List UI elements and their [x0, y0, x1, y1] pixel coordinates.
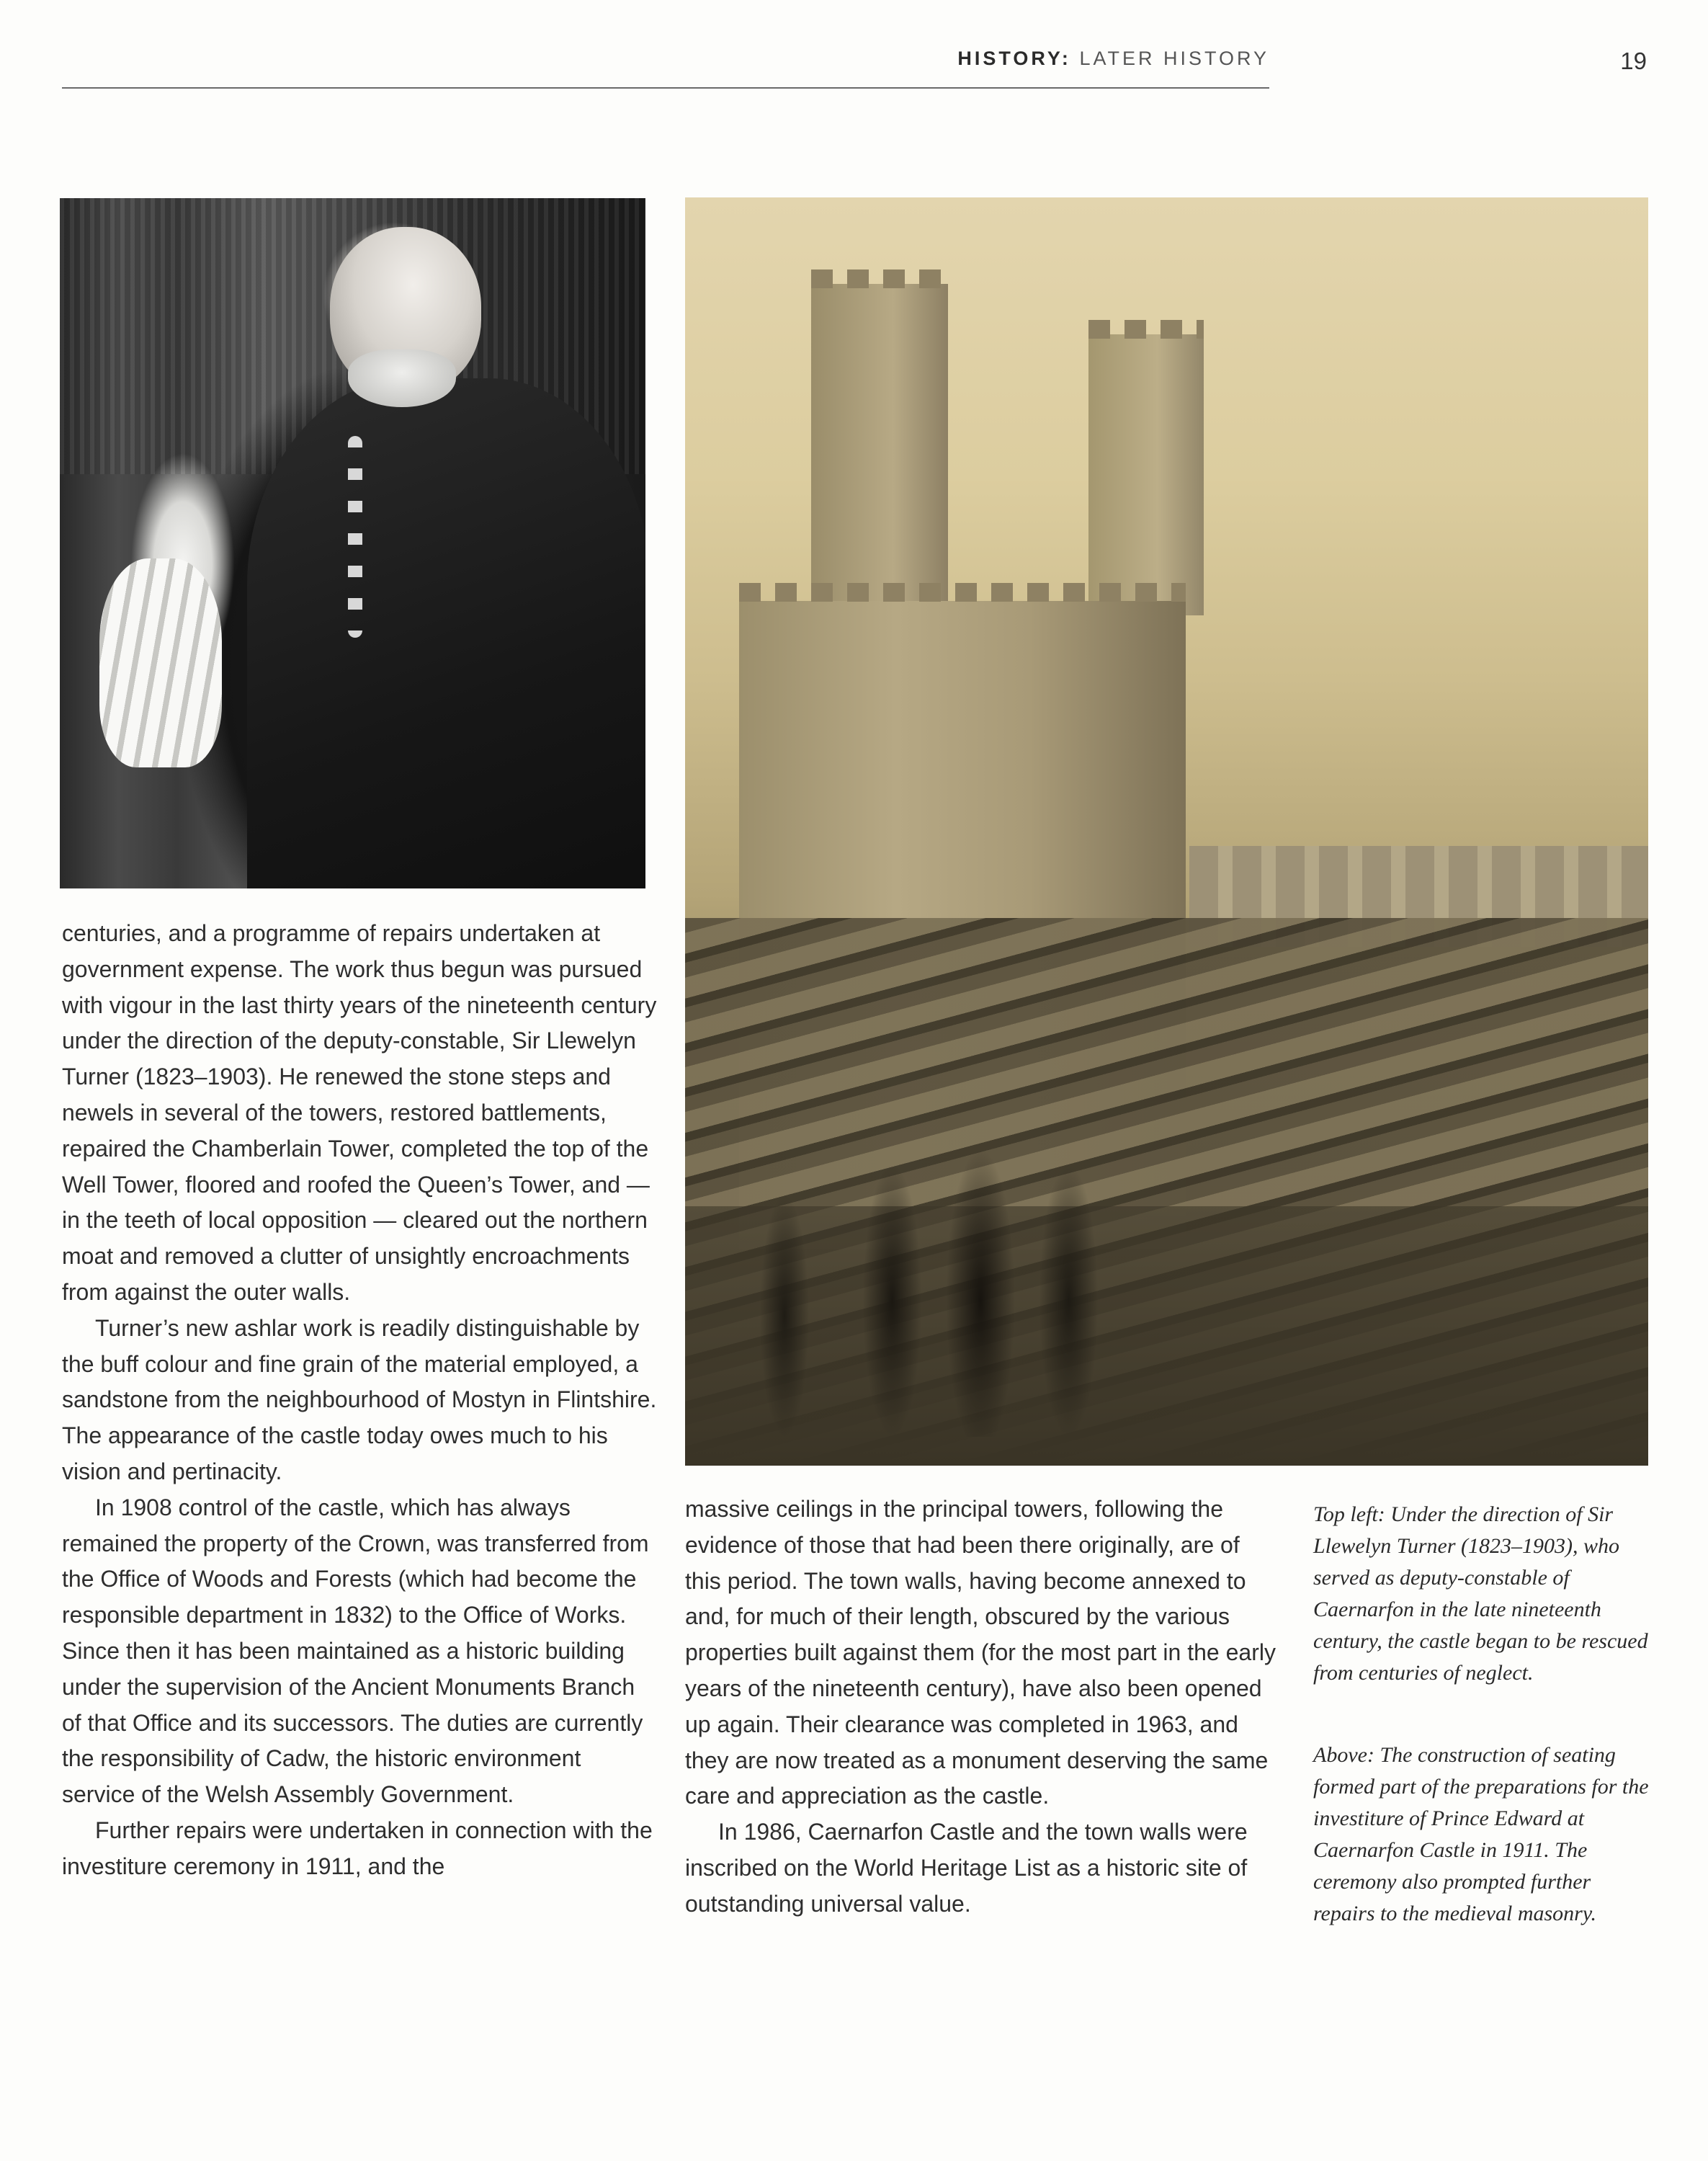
castle-battlement-main [739, 583, 1186, 602]
header-rule [62, 87, 1269, 89]
left-paragraph-2: Turner’s new ashlar work is readily distinguishable by the buff colour and fine grain of the material employed, a sandstone from the neighbourhood of Mostyn in Flintshire. The appearance of the castle today owes much to his vision and pertinacity. [62, 1314, 657, 1484]
middle-text-column [685, 1492, 1276, 1922]
portrait-coat [247, 378, 645, 888]
portrait-photo [60, 198, 645, 888]
castle-workers [735, 1134, 1225, 1437]
castle-turret-left [811, 284, 948, 615]
portrait-plumed-hat [99, 558, 222, 767]
caption-above: Above: The construction of seating formed part of the preparations for the investiture of Prince Edward at Caernarfon Castle in 1911. The ceremony also prompted further repairs to the medieval masonry. [1313, 1743, 1649, 1925]
castle-turret-right [1088, 334, 1204, 615]
left-text-column [62, 916, 660, 1885]
running-head [936, 48, 1269, 70]
portrait-beard [348, 349, 456, 407]
left-paragraph-1: centuries, and a programme of repairs undertaken at government expense. The work thus begun was pursued with vigour in the last thirty years of the nineteenth century under the direction of the deputy-constable, Sir Llewelyn Turner (1823–1903). He renewed the stone steps and newels in several of the towers, restored battlements, repaired the Chamberlain Tower, completed the top of the Well Tower, floored and roofed the Queen’s Tower, and — in the teeth of local opposition — cleared out the northern moat and removed a clutter of unsightly encroachments from against the outer walls. [62, 920, 657, 1305]
castle-photo [685, 197, 1648, 1466]
castle-battlement-left [811, 269, 948, 288]
middle-paragraph-1: massive ceilings in the principal towers, following the evidence of those that had been there originally, are of this period. The town walls, having become annexed to and, for much of their length, obscured by the various properties built against them (for the most part in the early years of the nineteenth century), have also been opened up again. Their clearance was completed in 1963, and they are now treated as a monument deserving the same care and appreciation as the castle. [685, 1496, 1276, 1809]
running-head-subsection: LATER HISTORY [1079, 48, 1269, 69]
running-head-section: HISTORY: [957, 48, 1071, 69]
page-number: 19 [1620, 48, 1647, 74]
left-paragraph-3: In 1908 control of the castle, which has always remained the property of the Crown, was transferred from the Office of Woods and Forests (which had become the responsible department in 1832) to the Office of Works. Since then it has been maintained as a historic building under the supervision of the Ancient Monuments Branch of that Office and its successors. The duties are currently the responsibility of Cadw, the historic environment service of the Welsh Assembly Government. [62, 1494, 649, 1808]
castle-battlement-right [1088, 320, 1204, 339]
left-paragraph-4: Further repairs were undertaken in connection with the investiture ceremony in 1911, and the [62, 1817, 653, 1879]
portrait-coat-buttons [348, 436, 362, 638]
middle-paragraph-2: In 1986, Caernarfon Castle and the town walls were inscribed on the World Heritage List as a historic site of outstanding universal value. [685, 1819, 1248, 1917]
caption-top-left: Top left: Under the direction of Sir Llewelyn Turner (1823–1903), who served as deputy-constable of Caernarfon in the late nineteenth century, the castle began to be rescued from centuries of neglect. [1313, 1502, 1648, 1685]
